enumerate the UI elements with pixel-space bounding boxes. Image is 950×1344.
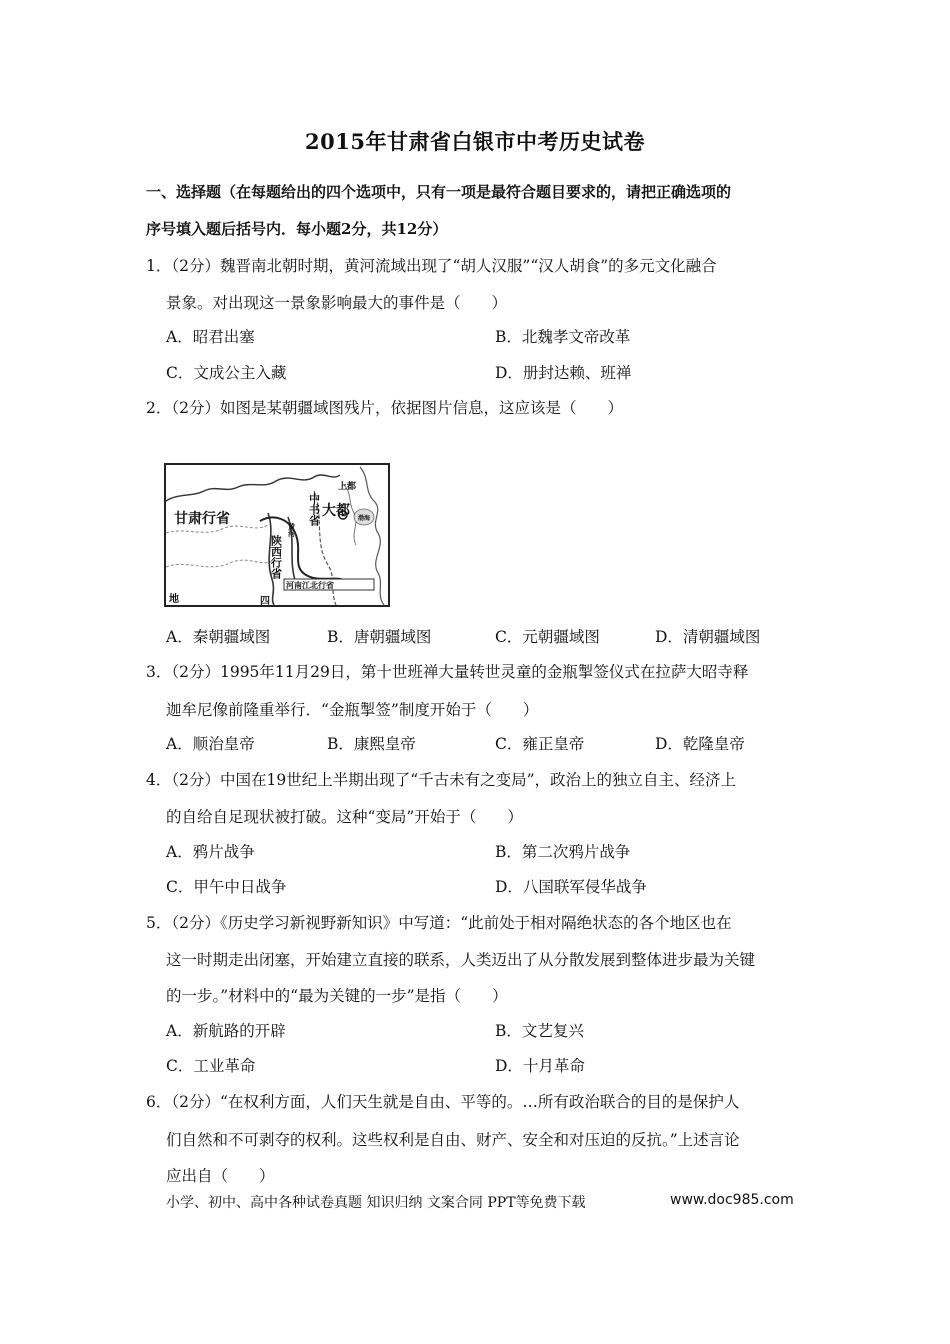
option-d[interactable]: D．八国联军侵华战争	[495, 878, 647, 896]
map-label-gansu: 甘肃行省	[174, 511, 230, 527]
option-b[interactable]: B．唐朝疆域图	[327, 628, 432, 646]
option-d[interactable]: D．清朝疆域图	[655, 628, 761, 646]
question-text: 5．（2分）《历史学习新视野新知识》中写道：“此前处于相对隔绝状态的各个地区也在	[146, 914, 732, 932]
option-a[interactable]: A．秦朝疆域图	[166, 628, 271, 646]
map-label-yellow-river: 黄河	[287, 523, 297, 537]
map-label-dadu: 大都	[322, 503, 350, 519]
question-text: 的自给自足现状被打破。这种“变局”开始于（ ）	[166, 808, 523, 826]
territory-map-image	[164, 463, 390, 607]
question-text: 景象。对出现这一景象影响最大的事件是（ ）	[166, 294, 508, 312]
question-text: 们自然和不可剥夺的权利。这些权利是自由、财产、安全和对压迫的反抗。”上述言论	[166, 1131, 740, 1149]
section-heading-cont: 序号填入题后括号内．每小题2分，共12分）	[146, 220, 448, 238]
question-text: 6．（2分）“在权利方面，人们天生就是自由、平等的。…所有政治联合的目的是保护人	[146, 1093, 740, 1111]
footer-text: 小学、初中、高中各种试卷真题 知识归纳 文案合同 PPT等免费下载	[166, 1195, 586, 1211]
map-label-bohai: 渤海	[358, 515, 371, 522]
option-c[interactable]: C．工业革命	[166, 1057, 256, 1075]
option-d[interactable]: D．册封达赖、班禅	[495, 364, 632, 382]
option-b[interactable]: B．第二次鸦片战争	[495, 843, 631, 861]
map-label-henan: 河南江北行省	[286, 580, 334, 590]
option-a[interactable]: A．昭君出塞	[166, 328, 255, 346]
option-d[interactable]: D．十月革命	[495, 1057, 585, 1075]
option-a[interactable]: A．新航路的开辟	[166, 1022, 286, 1040]
map-label-shangdu: 上都	[338, 482, 357, 492]
question-text: 这一时期走出闭塞，开始建立直接的联系，人类迈出了从分散发展到整体进步最为关键	[166, 951, 756, 969]
option-b[interactable]: B．文艺复兴	[495, 1022, 584, 1040]
option-c[interactable]: C．元朝疆域图	[495, 628, 600, 646]
question-text: 迦牟尼像前隆重举行．“金瓶掣签”制度开始于（ ）	[166, 701, 539, 719]
map-label-si: 四	[260, 596, 270, 607]
question-text: 的一步。”材料中的“最为关键的一步”是指（ ）	[166, 987, 508, 1005]
map-label-shaanxi: 陕西行省	[269, 535, 283, 579]
option-c[interactable]: C．甲午中日战争	[166, 878, 287, 896]
option-c[interactable]: C．雍正皇帝	[495, 735, 585, 753]
option-a[interactable]: A．鸦片战争	[166, 843, 255, 861]
option-a[interactable]: A．顺治皇帝	[166, 735, 255, 753]
option-b[interactable]: B．北魏孝文帝改革	[495, 328, 631, 346]
footer-link[interactable]: www.doc985.com	[670, 1192, 794, 1208]
option-b[interactable]: B．康熙皇帝	[327, 735, 416, 753]
question-text: 应出自（ ）	[166, 1167, 275, 1185]
section-heading: 一、选择题（在每题给出的四个选项中，只有一项是最符合题目要求的，请把正确选项的	[146, 183, 732, 201]
question-text: 3．（2分）1995年11月29日，第十世班禅大量转世灵童的金瓶掣签仪式在拉萨大昭寺释	[146, 663, 749, 681]
option-c[interactable]: C．文成公主入藏	[166, 364, 287, 382]
option-d[interactable]: D．乾隆皇帝	[655, 735, 745, 753]
map-label-zhongshu: 中书省	[307, 493, 321, 526]
question-text: 4．（2分）中国在19世纪上半期出现了“千古未有之变局”，政治上的独立自主、经济上	[146, 771, 737, 789]
map-label-di: 地	[169, 594, 179, 605]
question-text: 2．（2分）如图是某朝疆域图残片，依据图片信息，这应该是（ ）	[146, 399, 623, 417]
page-title: 2015年甘肃省白银市中考历史试卷	[305, 129, 645, 154]
question-text: 1．（2分）魏晋南北朝时期，黄河流域出现了“胡人汉服”“汉人胡食”的多元文化融合	[146, 257, 717, 275]
